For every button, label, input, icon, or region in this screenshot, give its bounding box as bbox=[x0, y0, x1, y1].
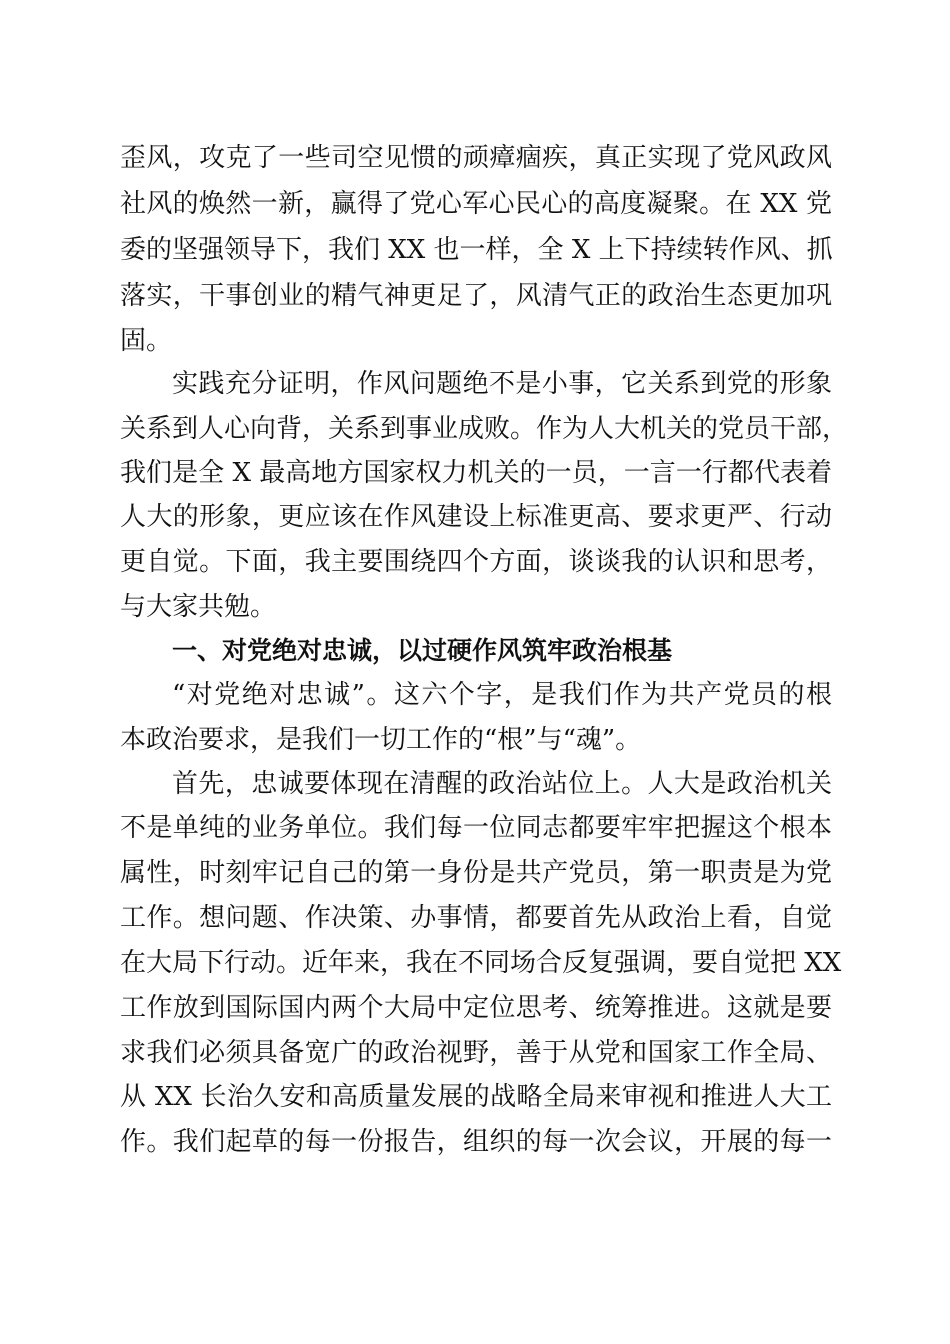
paragraph-3-line-2: 本政治要求，是我们一切工作的“根”与“魂”。 bbox=[120, 725, 642, 755]
paragraph-4-line-9: 作。我们起草的每一份报告，组织的每一次会议，开展的每一 bbox=[120, 1127, 832, 1157]
paragraph-1-line-5: 固。 bbox=[120, 326, 173, 356]
paragraph-1-line-1: 歪风，攻克了一些司空见惯的顽瘴痼疾，真正实现了党风政风 bbox=[120, 143, 832, 173]
paragraph-1-line-2: 社风的焕然一新，赢得了党心军心民心的高度凝聚。在 XX 党 bbox=[120, 189, 832, 219]
paragraph-4-line-2: 不是单纯的业务单位。我们每一位同志都要牢牢把握这个根本 bbox=[120, 813, 832, 843]
paragraph-2-line-4: 人大的形象，更应该在作风建设上标准更高、要求更严、行动 bbox=[120, 502, 832, 532]
section-heading: 一、对党绝对忠诚，以过硬作风筑牢政治根基 bbox=[172, 636, 673, 665]
paragraph-4-line-1: 首先，忠诚要体现在清醒的政治站位上。人大是政治机关 bbox=[172, 769, 832, 799]
paragraph-4-line-8: 从 XX 长治久安和高质量发展的战略全局来审视和推进人大工 bbox=[120, 1082, 832, 1112]
paragraph-4-line-4: 工作。想问题、作决策、办事情，都要首先从政治上看，自觉 bbox=[120, 903, 832, 933]
paragraph-2-line-6: 与大家共勉。 bbox=[120, 592, 277, 622]
paragraph-1-line-4: 落实，干事创业的精气神更足了，风清气正的政治生态更加巩 bbox=[120, 281, 832, 311]
paragraph-3-line-1: “对党绝对忠诚”。这六个字，是我们作为共产党员的根 bbox=[172, 680, 832, 710]
paragraph-2-line-1: 实践充分证明，作风问题绝不是小事，它关系到党的形象 bbox=[172, 369, 832, 399]
paragraph-2-line-3: 我们是全 X 最高地方国家权力机关的一员，一言一行都代表着 bbox=[120, 458, 832, 488]
paragraph-4-line-7: 求我们必须具备宽广的政治视野，善于从党和国家工作全局、 bbox=[120, 1038, 832, 1068]
paragraph-1-line-3: 委的坚强领导下，我们 XX 也一样，全 X 上下持续转作风、抓 bbox=[120, 235, 833, 265]
paragraph-2-line-2: 关系到人心向背，关系到事业成败。作为人大机关的党员干部， bbox=[120, 414, 849, 444]
paragraph-2-line-5: 更自觉。下面，我主要围绕四个方面，谈谈我的认识和思考， bbox=[120, 547, 832, 577]
paragraph-4-line-5: 在大局下行动。近年来，我在不同场合反复强调，要自觉把 XX bbox=[120, 948, 842, 978]
paragraph-4-line-6: 工作放到国际国内两个大局中定位思考、统筹推进。这就是要 bbox=[120, 993, 832, 1023]
paragraph-4-line-3: 属性，时刻牢记自己的第一身份是共产党员，第一职责是为党 bbox=[120, 858, 832, 888]
